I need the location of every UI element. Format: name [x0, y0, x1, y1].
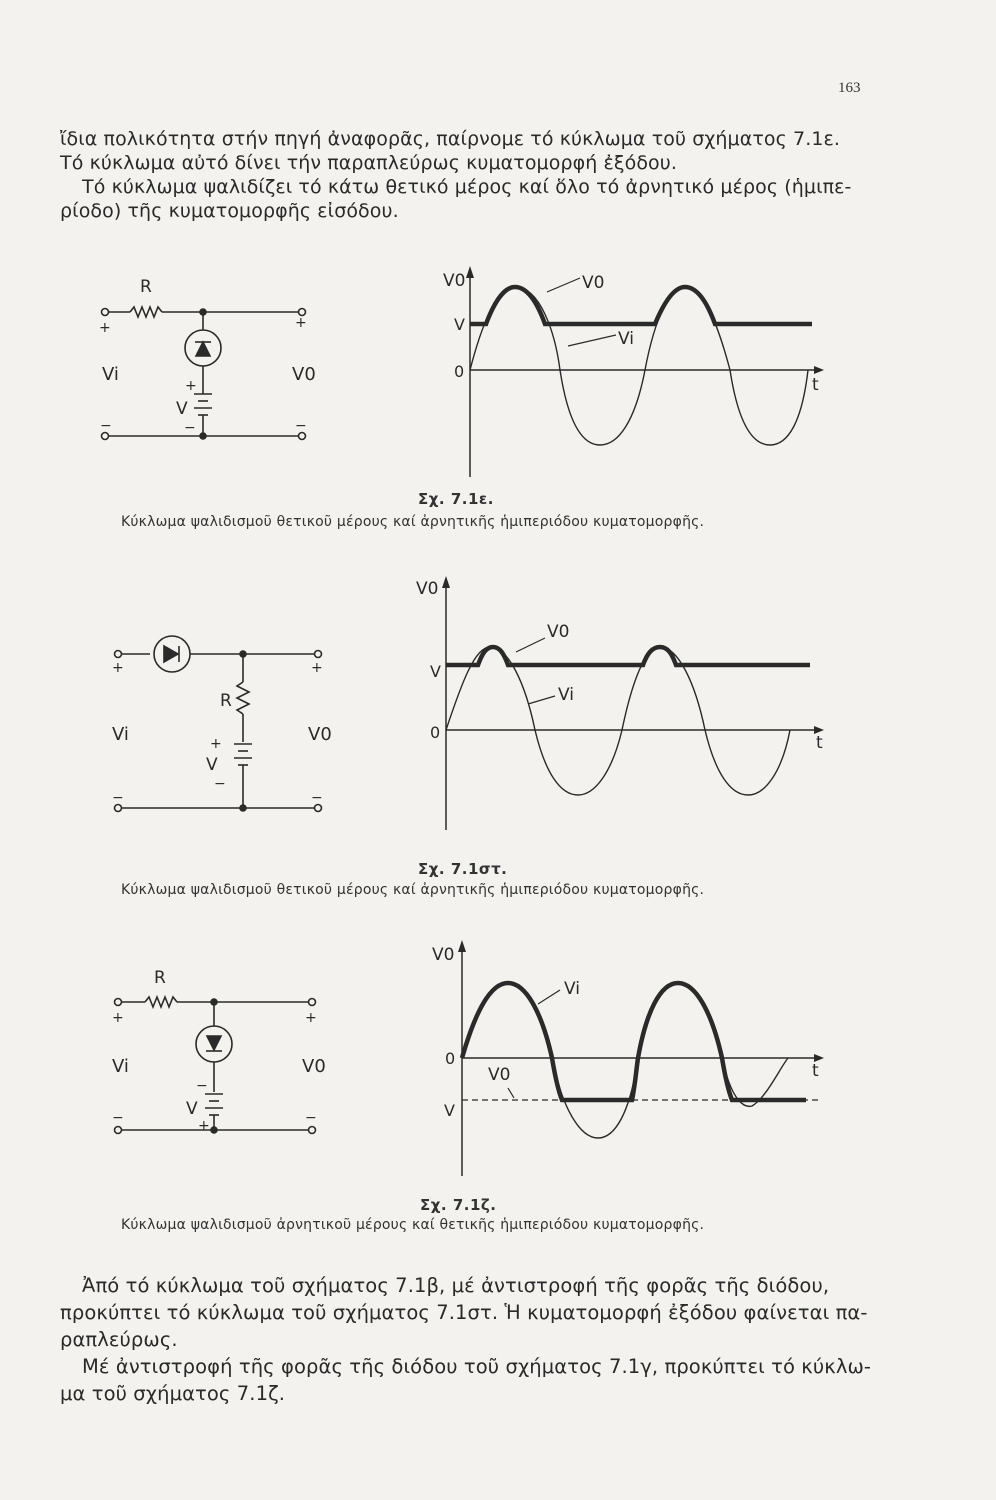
y-axis-label: V0 [416, 579, 439, 599]
time-axis-label: t [816, 733, 823, 753]
outro-paragraph [60, 1272, 890, 1407]
figure-caption: Κύκλωμα ψαλιδισμοῦ θετικοῦ μέρους καί ἀρνητικῆς ἡμιπεριόδου κυματομορφῆς. [121, 514, 705, 530]
output-curve-label: V0 [488, 1065, 511, 1085]
output-clipped-wave [462, 983, 806, 1100]
minus-sign: − [184, 420, 196, 436]
text-line: μα τοῦ σχήματος 7.1ζ. [60, 1382, 286, 1405]
intro-paragraph [60, 127, 890, 223]
x-axis-arrow [814, 366, 824, 374]
figure-7-1z-drawing [90, 938, 830, 1238]
output-curve-label: V0 [582, 273, 605, 293]
battery-voltage-label: V [186, 1099, 198, 1119]
figure-number: Σχ. 7.1στ. [418, 860, 508, 878]
output-curve-label: V0 [547, 622, 570, 642]
output-clipped-wave [470, 287, 812, 324]
input-curve-label: Vi [558, 685, 574, 705]
resistor-label: R [154, 968, 166, 988]
figure-caption: Κύκλωμα ψαλιδισμοῦ θετικοῦ μέρους καί ἀρνητικῆς ἡμιπεριόδου κυματομορφῆς. [121, 882, 705, 898]
figure-7-1st-drawing [90, 572, 830, 902]
resistor-label: R [220, 691, 232, 711]
text-line: Ἀπό τό κύκλωμα τοῦ σχήματος 7.1β, μέ ἀντιστροφή τῆς φορᾶς τῆς διόδου, [82, 1274, 830, 1297]
output-clipped-wave [446, 647, 810, 665]
minus-sign: − [311, 790, 323, 806]
minus-sign: − [112, 790, 124, 806]
circuit-7-1z [115, 997, 316, 1134]
output-voltage-label: V0 [308, 724, 332, 745]
origin-label: 0 [454, 362, 465, 381]
battery-voltage-label: V [206, 755, 218, 775]
clip-level-label: V [430, 662, 441, 681]
minus-sign: − [100, 418, 112, 434]
resistor-label: R [140, 277, 152, 297]
text-line: ραπλεύρως. [60, 1328, 178, 1351]
clip-level-label: V [444, 1101, 455, 1120]
minus-sign: − [295, 418, 307, 434]
text-line: ρίοδο) τῆς κυματομορφῆς εἰσόδου. [60, 200, 399, 222]
text-line: Τό κύκλωμα ψαλιδίζει τό κάτω θετικό μέρος καί ὅλο τό ἀρνητικό μέρος (ἡμιπε- [82, 176, 852, 198]
page-number: 163 [838, 80, 861, 96]
plus-sign: + [311, 660, 323, 676]
waveform-graph-7-1st [442, 576, 824, 830]
plus-sign: + [198, 1118, 210, 1134]
figure-caption: Κύκλωμα ψαλιδισμοῦ ἀρνητικοῦ μέρους καί θετικῆς ἡμιπεριόδου κυματομορφῆς. [121, 1217, 705, 1233]
figure-number: Σχ. 7.1ε. [418, 490, 494, 508]
output-pointer [508, 1088, 514, 1098]
figure-7-1st [90, 572, 830, 902]
figure-number: Σχ. 7.1ζ. [420, 1196, 497, 1214]
output-voltage-label: V0 [302, 1056, 326, 1077]
input-pointer [528, 696, 555, 704]
input-voltage-label: Vi [112, 1056, 129, 1077]
input-sine-wave [470, 287, 808, 445]
input-curve-label: Vi [618, 329, 634, 349]
input-sine-wave [462, 983, 788, 1138]
input-curve-label: Vi [564, 979, 580, 999]
text-line: ἴδια πολικότητα στήν πηγή ἀναφορᾶς, παίρνομε τό κύκλωμα τοῦ σχήματος 7.1ε. [60, 128, 841, 150]
plus-sign: + [295, 315, 307, 331]
time-axis-label: t [812, 375, 819, 395]
plus-sign: + [112, 660, 124, 676]
text-line: Μέ ἀντιστροφή τῆς φορᾶς τῆς διόδου τοῦ σχήματος 7.1γ, προκύπτει τό κύκλω- [82, 1355, 872, 1378]
time-axis-label: t [812, 1061, 819, 1081]
origin-label: 0 [445, 1049, 456, 1068]
plus-sign: + [185, 378, 197, 394]
clip-level-label: V [454, 315, 465, 334]
input-sine-wave [446, 647, 790, 795]
plus-sign: + [112, 1010, 124, 1026]
circuit-7-1e [102, 307, 306, 440]
output-voltage-label: V0 [292, 364, 316, 385]
y-axis-label: V0 [432, 945, 455, 965]
minus-sign: − [196, 1078, 208, 1094]
battery-voltage-label: V [176, 399, 188, 419]
input-pointer [568, 335, 616, 346]
waveform-graph-7-1e [466, 266, 824, 477]
output-pointer [547, 278, 580, 292]
y-axis-arrow [466, 266, 474, 278]
plus-sign: + [210, 736, 222, 752]
y-axis-label: V0 [443, 271, 466, 291]
text-line: Τό κύκλωμα αὐτό δίνει τήν παραπλεύρως κυματομορφή ἐξόδου. [60, 152, 678, 174]
input-pointer [538, 990, 560, 1004]
origin-label: 0 [430, 723, 441, 742]
waveform-graph-7-1z [458, 940, 824, 1176]
minus-sign: − [214, 776, 226, 792]
plus-sign: + [99, 320, 111, 336]
output-pointer [516, 638, 545, 652]
text-line: προκύπτει τό κύκλωμα τοῦ σχήματος 7.1στ. Ἡ κυματομορφή ἐξόδου φαίνεται πα- [60, 1301, 868, 1324]
plus-sign: + [305, 1010, 317, 1026]
input-voltage-label: Vi [102, 364, 119, 385]
figure-7-1z [90, 938, 830, 1238]
minus-sign: − [112, 1110, 124, 1126]
input-voltage-label: Vi [112, 724, 129, 745]
minus-sign: − [305, 1110, 317, 1126]
figure-7-1e [90, 262, 830, 532]
